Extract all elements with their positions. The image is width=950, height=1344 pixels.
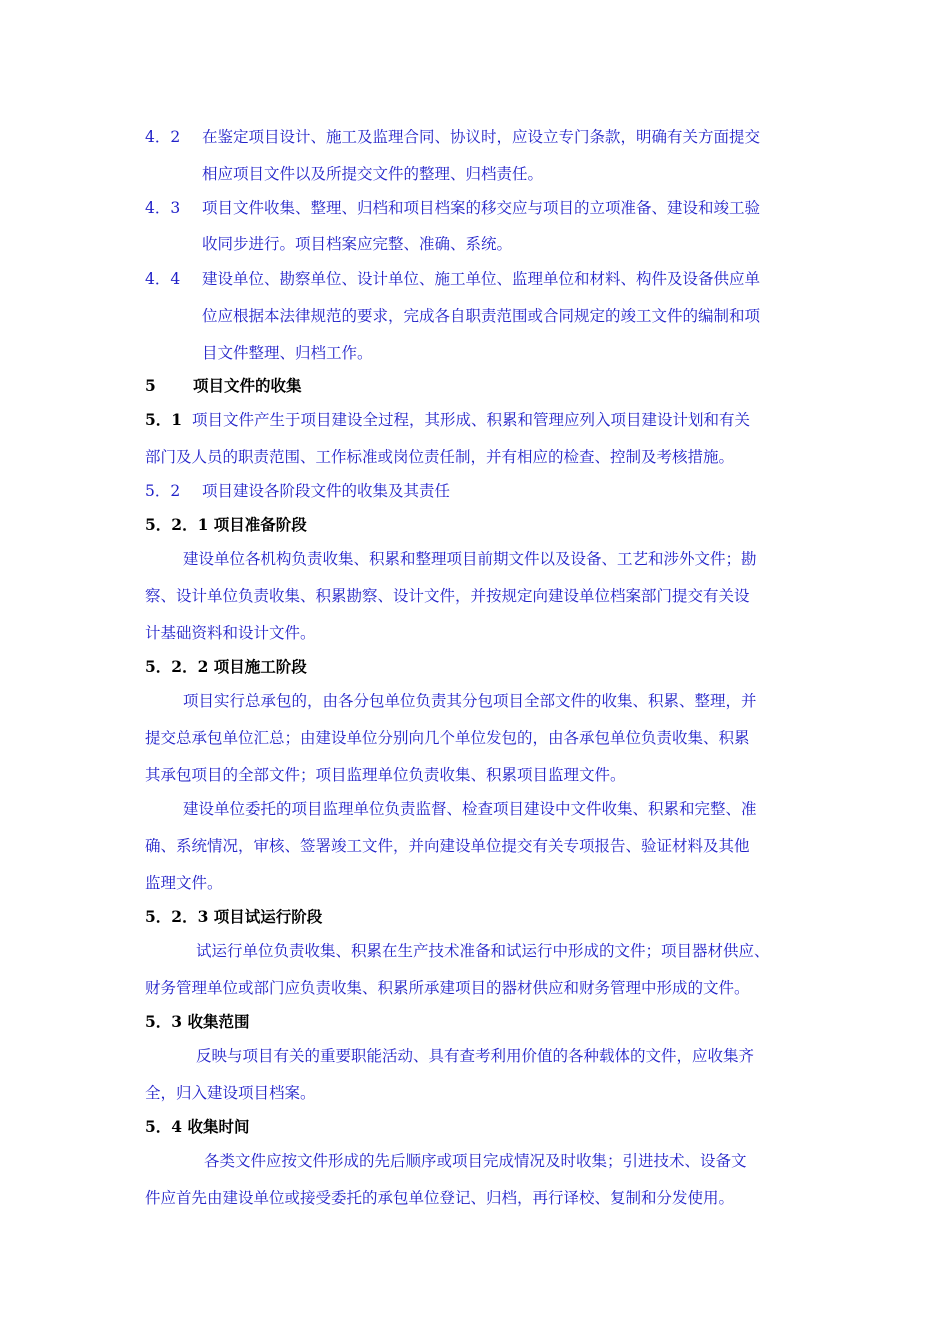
section-5-3-text-line-1: 反映与项目有关的重要职能活动、具有查考利用价值的各种载体的文件，应收集齐 [196, 1047, 755, 1065]
section-4-3-text-line-1: 项目文件收集、整理、归档和项目档案的移交应与项目的立项准备、建设和竣工验 [202, 199, 761, 217]
section-5-2-2-p1-line-3: 其承包项目的全部文件；项目监理单位负责收集、积累项目监理文件。 [145, 766, 626, 784]
section-5-2-2-p2-line-3: 监理文件。 [145, 874, 223, 892]
section-5-2-2-p2-line-2: 确、系统情况，审核、签署竣工文件，并向建设单位提交有关专项报告、验证材料及其他 [145, 837, 750, 855]
section-4-4-text-line-2: 位应根据本法律规范的要求，完成各自职责范围或合同规定的竣工文件的编制和项 [202, 307, 761, 325]
section-5-2-2-heading: 5．2．2 项目施工阶段 [145, 657, 307, 676]
section-5-2-1-text-line-2: 察、设计单位负责收集、积累勘察、设计文件，并按规定向建设单位档案部门提交有关设 [145, 587, 750, 605]
section-5-2-2-p1-line-2: 提交总承包单位汇总；由建设单位分别向几个单位发包的，由各承包单位负责收集、积累 [145, 729, 750, 747]
section-4-4-text-line-1: 建设单位、勘察单位、设计单位、施工单位、监理单位和材料、构件及设备供应单 [202, 270, 761, 288]
section-5-2-number: 5．2 [145, 482, 181, 500]
section-5-2-title: 项目建设各阶段文件的收集及其责任 [202, 482, 451, 500]
section-4-2-text-line-2: 相应项目文件以及所提交文件的整理、归档责任。 [202, 165, 544, 183]
section-4-2-text-line-1: 在鉴定项目设计、施工及监理合同、协议时，应设立专门条款，明确有关方面提交 [202, 128, 761, 146]
section-5-number: 5 [145, 376, 156, 395]
section-5-2-3-text-line-2: 财务管理单位或部门应负责收集、积累所承建项目的器材供应和财务管理中形成的文件。 [145, 979, 750, 997]
section-4-3-text-line-2: 收同步进行。项目档案应完整、准确、系统。 [202, 235, 513, 253]
section-5-2-2-p1-line-1: 项目实行总承包的，由各分包单位负责其分包项目全部文件的收集、积累、整理，并 [183, 692, 757, 710]
section-5-1-text-line-1: 项目文件产生于项目建设全过程，其形成、积累和管理应列入项目建设计划和有关 [192, 411, 751, 429]
section-5-title: 项目文件的收集 [193, 376, 302, 395]
section-5-3-heading: 5．3 收集范围 [145, 1012, 250, 1031]
section-5-2-2-p2-line-1: 建设单位委托的项目监理单位负责监督、检查项目建设中文件收集、积累和完整、准 [183, 800, 757, 818]
section-5-4-heading: 5．4 收集时间 [145, 1117, 250, 1136]
section-5-2-3-text-line-1: 试运行单位负责收集、积累在生产技术准备和试运行中形成的文件；项目器材供应、 [196, 942, 770, 960]
section-5-4-text-line-2: 件应首先由建设单位或接受委托的承包单位登记、归档，再行译校、复制和分发使用。 [145, 1189, 735, 1207]
section-4-2-number: 4．2 [145, 128, 181, 146]
section-5-3-text-line-2: 全，归入建设项目档案。 [145, 1084, 316, 1102]
section-5-2-3-heading: 5．2．3 项目试运行阶段 [145, 907, 323, 926]
section-4-4-text-line-3: 目文件整理、归档工作。 [202, 344, 373, 362]
section-5-2-1-text-line-3: 计基础资料和设计文件。 [145, 624, 316, 642]
section-5-1-text-line-2: 部门及人员的职责范围、工作标准或岗位责任制，并有相应的检查、控制及考核措施。 [145, 448, 735, 466]
section-5-2-1-heading: 5．2．1 项目准备阶段 [145, 515, 307, 534]
section-4-3-number: 4．3 [145, 199, 181, 217]
section-5-4-text-line-1: 各类文件应按文件形成的先后顺序或项目完成情况及时收集；引进技术、设备文 [204, 1152, 747, 1170]
section-4-4-number: 4．4 [145, 270, 181, 288]
section-5-2-1-text-line-1: 建设单位各机构负责收集、积累和整理项目前期文件以及设备、工艺和涉外文件；勘 [183, 550, 757, 568]
section-5-1-number: 5．1 [145, 410, 183, 429]
